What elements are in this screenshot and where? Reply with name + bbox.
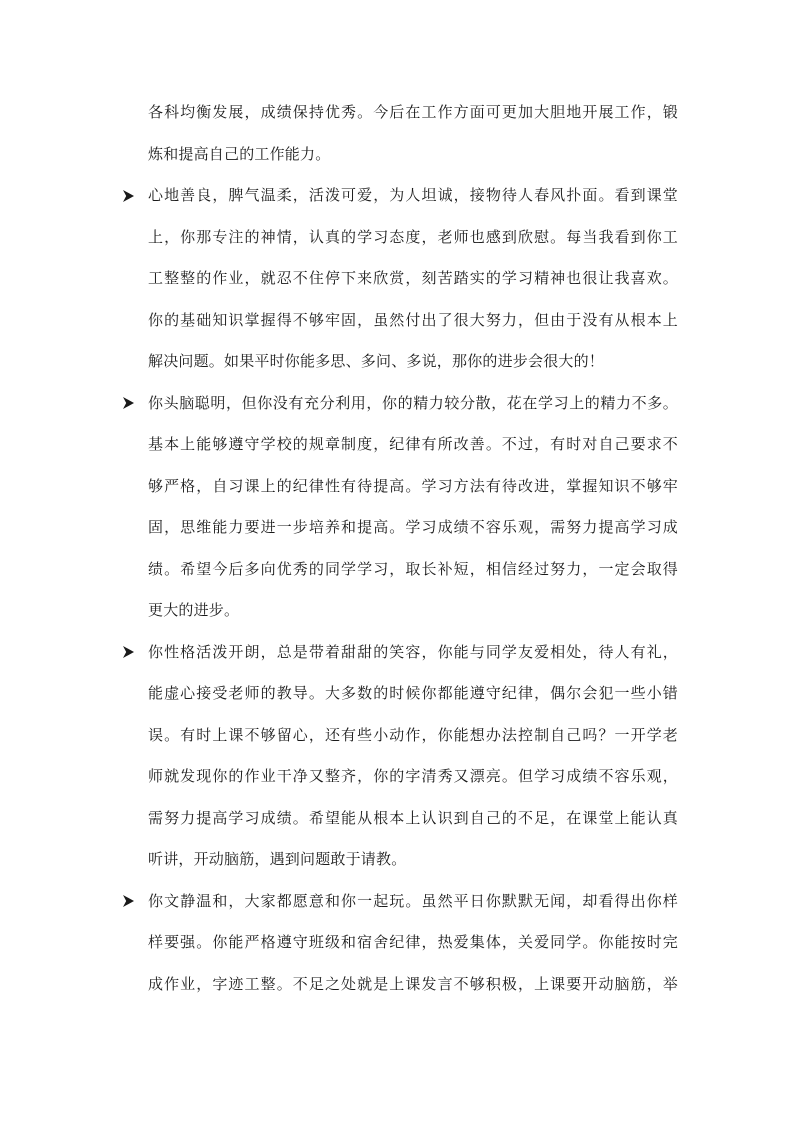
text-line: 需努力提高学习成绩。希望能从根本上认识到自己的不足，在课堂上能认真 [148,808,678,827]
arrowhead-bullet-icon [121,881,135,923]
text-line: 更大的进步。 [148,601,240,619]
paragraph-continuation [148,92,678,175]
text-line: 你性格活泼开朗，总是带着甜甜的笑容，你能与同学友爱相处，待人有礼， [148,642,678,661]
bullet-paragraph-4 [148,881,678,1006]
text-line: 你的基础知识掌握得不够牢固，虽然付出了很大努力，但由于没有从根本上 [148,310,678,329]
text-line: 心地善良，脾气温柔，活泼可爱，为人坦诚，接物待人春风扑面。看到课堂 [148,186,678,204]
text-line: 听讲，开动脑筋，遇到问题敢于请教。 [148,850,407,868]
text-line: 固，思维能力要进一步培养和提高。学习成绩不容乐观，需努力提高学习成 [148,518,678,536]
bullet-paragraph-3 [148,632,678,881]
text-line: 上，你那专注的神情，认真的学习态度，老师也感到欣慰。每当我看到你工 [148,227,678,246]
text-line: 你头脑聪明，但你没有充分利用，你的精力较分散，花在学习上的精力不多。 [148,393,678,412]
text-line: 成作业，字迹工整。不足之处就是上课发言不够积极，上课要开动脑筋，举 [148,974,678,993]
comments-text-block [148,92,678,1005]
text-line: 样要强。你能严格遵守班级和宿舍纪律，热爱集体，关爱同学。你能按时完 [148,933,678,951]
text-line: 各科均衡发展，成绩保持优秀。今后在工作方面可更加大胆地开展工作，锻 [148,103,678,121]
text-line: 误。有时上课不够留心，还有些小动作，你能想办法控制自己吗？一开学老 [148,725,678,744]
text-line: 工整整的作业，就忍不住停下来欣赏，刻苦踏实的学习精神也很让我喜欢。 [148,269,678,287]
arrowhead-bullet-icon [121,632,135,674]
text-line: 能虚心接受老师的教导。大多数的时候你都能遵守纪律，偶尔会犯一些小错 [148,684,678,702]
text-line: 师就发现你的作业干净又整齐，你的字清秀又漂亮。但学习成绩不容乐观， [148,767,678,785]
arrowhead-bullet-icon [121,383,135,425]
bullet-paragraph-2 [148,383,678,632]
bullet-paragraph-1 [148,175,678,383]
text-line: 够严格，自习课上的纪律性有待提高。学习方法有待改进，掌握知识不够牢 [148,476,678,495]
text-line: 绩。希望今后多向优秀的同学学习，取长补短，相信经过努力，一定会取得 [148,559,678,578]
text-line: 炼和提高自己的工作能力。 [148,144,331,163]
arrowhead-bullet-icon [121,175,135,217]
text-line: 解决问题。如果平时你能多思、多问、多说，那你的进步会很大的！ [148,352,605,370]
text-line: 你文静温和，大家都愿意和你一起玩。虽然平日你默默无闻，却看得出你样 [148,891,678,910]
text-line: 基本上能够遵守学校的规章制度，纪律有所改善。不过，有时对自己要求不 [148,435,678,453]
